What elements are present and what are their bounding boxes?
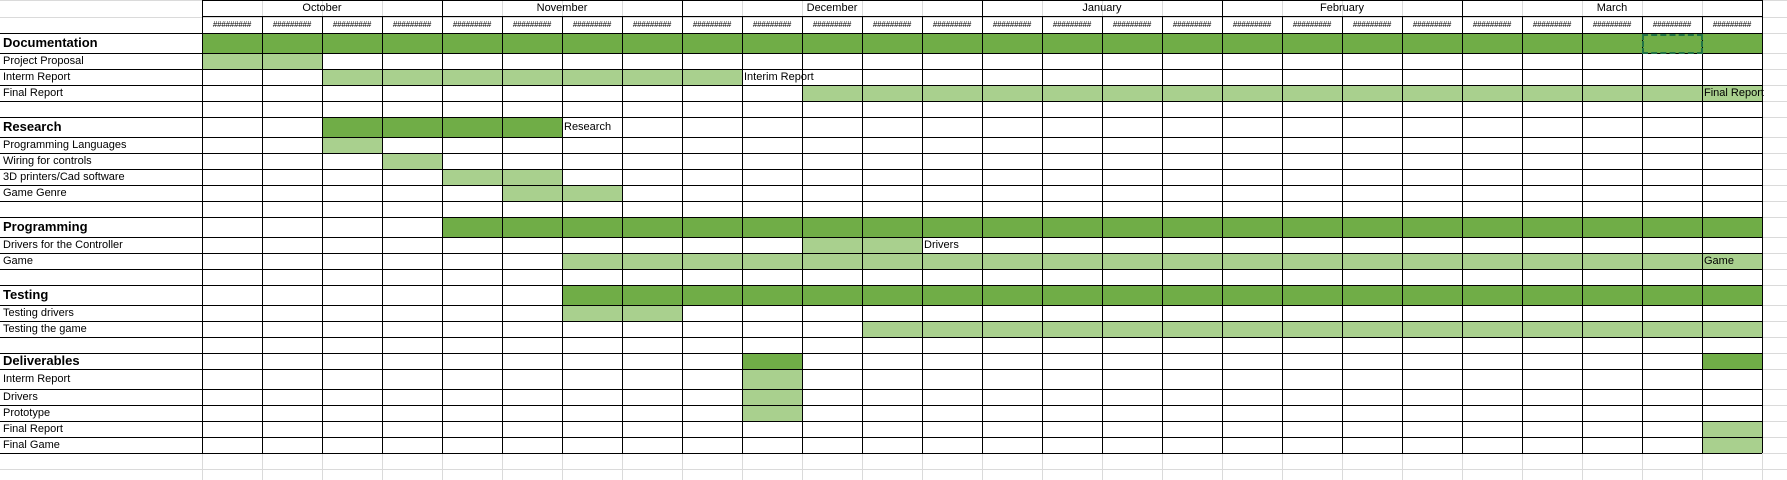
bar-annotation: Interim Report <box>744 71 814 83</box>
task-bar <box>1702 437 1762 453</box>
task-label: Game <box>3 255 33 267</box>
column-border <box>1642 17 1643 453</box>
date-cell: ######### <box>1052 20 1092 29</box>
bar-annotation: Drivers <box>924 239 959 251</box>
date-cell: ######### <box>572 20 612 29</box>
month-header: March <box>1596 2 1628 14</box>
column-border <box>1342 17 1343 453</box>
row-border <box>0 437 1762 438</box>
row-border <box>0 201 1762 202</box>
section-header: Testing <box>3 287 49 302</box>
column-border <box>442 17 443 453</box>
section-header: Documentation <box>3 35 98 50</box>
task-label: Testing the game <box>3 323 87 335</box>
month-header: December <box>806 2 858 14</box>
task-label: Interm Report <box>3 71 71 83</box>
row-border <box>0 53 1762 54</box>
date-cell: ######### <box>1172 20 1212 29</box>
date-cell: ######### <box>752 20 792 29</box>
date-cell: ######### <box>512 20 552 29</box>
task-bar <box>322 69 742 85</box>
row-border <box>0 269 1762 270</box>
row-border <box>0 321 1762 322</box>
section-header: Research <box>3 119 62 134</box>
column-border <box>1162 17 1163 453</box>
task-bar <box>742 389 802 405</box>
row-border <box>0 237 1762 238</box>
column-border <box>1702 17 1703 453</box>
row-border <box>0 369 1762 370</box>
column-border <box>922 17 923 453</box>
task-label: Final Report <box>3 87 63 99</box>
date-cell: ######### <box>212 20 252 29</box>
row-border <box>0 101 1762 102</box>
task-label: Testing drivers <box>3 307 74 319</box>
selected-cell[interactable] <box>1642 34 1703 54</box>
date-cell: ######### <box>1352 20 1392 29</box>
task-bar <box>742 405 802 421</box>
date-cell: ######### <box>1532 20 1572 29</box>
date-cell: ######### <box>1652 20 1692 29</box>
column-border <box>1762 17 1763 453</box>
date-cell: ######### <box>1712 20 1752 29</box>
column-border <box>1222 17 1223 453</box>
date-cell: ######### <box>1472 20 1512 29</box>
date-cell: ######### <box>1292 20 1332 29</box>
column-border <box>1102 17 1103 453</box>
column-border <box>382 17 383 453</box>
bar-annotation: Final Report <box>1704 87 1764 99</box>
column-border <box>1522 17 1523 453</box>
row-border <box>0 337 1762 338</box>
date-cell: ######### <box>272 20 312 29</box>
date-cell: ######### <box>1412 20 1452 29</box>
task-label: Final Game <box>3 439 60 451</box>
row-border <box>0 69 1762 70</box>
task-bar <box>1702 421 1762 437</box>
column-border <box>1462 17 1463 453</box>
task-bar <box>382 153 442 169</box>
row-border <box>0 305 1762 306</box>
column-border <box>742 17 743 453</box>
column-border <box>1282 17 1283 453</box>
date-cell: ######### <box>1112 20 1152 29</box>
column-border <box>1402 17 1403 453</box>
row-border <box>0 217 1762 218</box>
section-header: Deliverables <box>3 353 80 368</box>
row-border <box>0 117 1762 118</box>
task-bar <box>322 137 382 153</box>
row-border <box>0 169 1762 170</box>
summary-bar <box>1702 353 1762 369</box>
row-border <box>0 421 1762 422</box>
task-bar <box>862 321 1762 337</box>
row-border <box>0 153 1762 154</box>
task-label: Programming Languages <box>3 139 127 151</box>
task-label: Wiring for controls <box>3 155 92 167</box>
task-label: Drivers <box>3 391 38 403</box>
date-cell: ######### <box>332 20 372 29</box>
row-border <box>0 353 1762 354</box>
column-border <box>202 0 203 453</box>
task-label: 3D printers/Cad software <box>3 171 125 183</box>
month-header: November <box>536 2 588 14</box>
column-border <box>622 17 623 453</box>
task-label: Game Genre <box>3 187 67 199</box>
column-border <box>862 17 863 453</box>
column-border <box>562 17 563 453</box>
task-label: Prototype <box>3 407 51 419</box>
date-cell: ######### <box>812 20 852 29</box>
task-bar <box>742 369 802 389</box>
month-border <box>1762 0 1763 17</box>
column-border <box>322 17 323 453</box>
column-border <box>502 17 503 453</box>
bar-annotation: Game <box>1704 255 1734 267</box>
row-border <box>0 389 1762 390</box>
date-cell: ######### <box>872 20 912 29</box>
row-border <box>0 185 1762 186</box>
gridline-horizontal <box>0 469 1787 470</box>
month-header: October <box>302 2 342 14</box>
task-label: Interm Report <box>3 373 71 385</box>
column-border <box>682 17 683 453</box>
month-header: January <box>1082 2 1122 14</box>
date-cell: ######### <box>392 20 432 29</box>
date-cell: ######### <box>932 20 972 29</box>
date-cell: ######### <box>1232 20 1272 29</box>
task-label: Drivers for the Controller <box>3 239 123 251</box>
column-border <box>982 17 983 453</box>
row-border <box>0 33 1762 34</box>
column-border <box>1042 17 1043 453</box>
date-cell: ######### <box>1592 20 1632 29</box>
task-label: Final Report <box>3 423 63 435</box>
column-border <box>1582 17 1583 453</box>
month-header: February <box>1319 2 1365 14</box>
bar-annotation: Research <box>564 121 612 133</box>
date-cell: ######### <box>632 20 672 29</box>
date-cell: ######### <box>452 20 492 29</box>
date-cell: ######### <box>992 20 1032 29</box>
row-border <box>0 137 1762 138</box>
row-border <box>0 405 1762 406</box>
row-border <box>0 85 1762 86</box>
column-border <box>262 17 263 453</box>
section-header: Programming <box>3 219 88 234</box>
date-cell: ######### <box>692 20 732 29</box>
task-label: Project Proposal <box>3 55 84 67</box>
row-border <box>0 453 1762 454</box>
row-border <box>0 285 1762 286</box>
summary-bar <box>742 353 802 369</box>
row-border <box>0 253 1762 254</box>
